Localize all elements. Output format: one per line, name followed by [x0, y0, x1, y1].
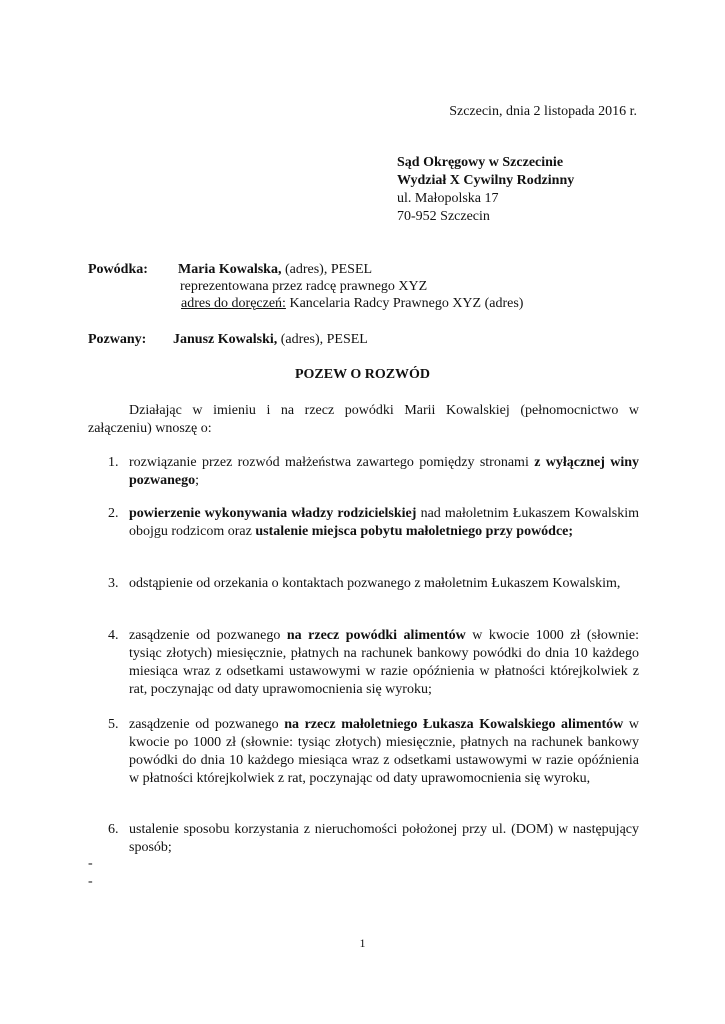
list-dash: -	[88, 874, 93, 889]
item-2-bold-2: ustalenie miejsca pobytu małoletniego przy powódce;	[255, 524, 574, 539]
item-4-text-2: w kwocie 1000 zł (słownie: tysiąc złotych) miesięcznie, płatnych na rachunek bankowy powódki do dnia 10 każdego miesiąca wraz z odsetkami ustawowymi w razie opóźnienia w płatności którejkolwiek z rat, poczynając od daty uprawomocnienia się wyroku;	[129, 628, 639, 697]
court-department: Wydział X Cywilny Rodzinny	[397, 173, 575, 188]
plaintiff-line	[178, 261, 372, 279]
court-name: Sąd Okręgowy w Szczecinie	[397, 155, 564, 170]
list-item-number: 4.	[108, 628, 119, 643]
item-1-bold-1: z wyłącznej winy pozwanego	[129, 455, 640, 488]
defendant-label	[88, 331, 146, 349]
item-5-bold-1: na rzecz małoletniego Łukasza Kowalskiego alimentów	[284, 717, 624, 732]
plaintiff-address-line	[181, 295, 523, 313]
list-item-number: 6.	[108, 822, 119, 837]
defendant-line	[173, 331, 368, 349]
item-4-bold-1: na rzecz powódki alimentów	[286, 628, 466, 643]
plaintiff-label-text: Powódka:	[88, 262, 148, 277]
item-5-text-2: w kwocie po 1000 zł (słownie: tysiąc złotych) miesięcznie, płatnych na rachunek bankowy powódki do dnia 10 każdego miesiąca wraz z odsetkami ustawowymi w razie opóźnienia w płatności którejkolwiek z rat, poczynając od daty uprawomocnienia się wyroku,	[129, 717, 639, 786]
item-5-text-1: zasądzenie od pozwanego	[129, 717, 285, 732]
item-3-text-1: odstąpienie od orzekania o kontaktach pozwanego z małoletnim Łukaszem Kowalskim,	[129, 576, 621, 591]
list-item-text	[129, 454, 639, 490]
item-1-text-1: rozwiązanie przez rozwód małżeństwa zawartego pomiędzy stronami	[129, 455, 535, 470]
list-item-text	[129, 627, 639, 699]
court-street: ul. Małopolska 17	[397, 191, 499, 206]
item-1-text-2: ;	[195, 473, 200, 488]
list-item-number: 3.	[108, 576, 119, 591]
list-item-number: 5.	[108, 717, 119, 732]
intro-line-2: załączeniu) wnoszę o:	[88, 421, 212, 436]
defendant-name: Janusz Kowalski,	[173, 332, 278, 347]
page-number: 1	[359, 936, 366, 950]
plaintiff-address-label: adres do doręczeń:	[181, 296, 286, 311]
court-city: 70-952 Szczecin	[397, 209, 490, 224]
list-item-text	[129, 505, 639, 541]
court-address-block	[397, 154, 574, 226]
item-4-text-1: zasądzenie od pozwanego	[129, 628, 287, 643]
intro-line-1: Działając w imieniu i na rzecz powódki Marii Kowalskiej (pełnomocnictwo w	[129, 403, 639, 418]
plaintiff-address-value: Kancelaria Radcy Prawnego XYZ (adres)	[285, 296, 524, 311]
item-2-bold-1: powierzenie wykonywania władzy rodzicielskiej	[129, 506, 417, 521]
list-item-number: 2.	[108, 506, 119, 521]
item-2-text-1: nad małoletnim Łukaszem Kowalskim obojgu rodzicom oraz	[129, 506, 639, 539]
plaintiff-represented: reprezentowana przez radcę prawnego XYZ	[180, 279, 428, 294]
plaintiff-name: Maria Kowalska,	[178, 262, 282, 277]
plaintiff-label	[88, 261, 148, 279]
defendant-details: (adres), PESEL	[277, 332, 368, 347]
plaintiff-details: (adres), PESEL	[281, 262, 373, 277]
list-item-text	[129, 575, 639, 593]
list-dash: -	[88, 856, 93, 871]
list-item-number: 1.	[108, 455, 119, 470]
intro-paragraph	[88, 402, 639, 438]
defendant-label-text: Pozwany:	[88, 332, 147, 347]
item-6-text-1: ustalenie sposobu korzystania z nieruchomości położonej przy ul. (DOM) w następujący sposób;	[129, 822, 639, 855]
document-title: POZEW O ROZWÓD	[294, 367, 431, 382]
list-item-text	[129, 821, 639, 857]
date-line: Szczecin, dnia 2 listopada 2016 r.	[449, 104, 637, 119]
list-item-text	[129, 716, 639, 788]
